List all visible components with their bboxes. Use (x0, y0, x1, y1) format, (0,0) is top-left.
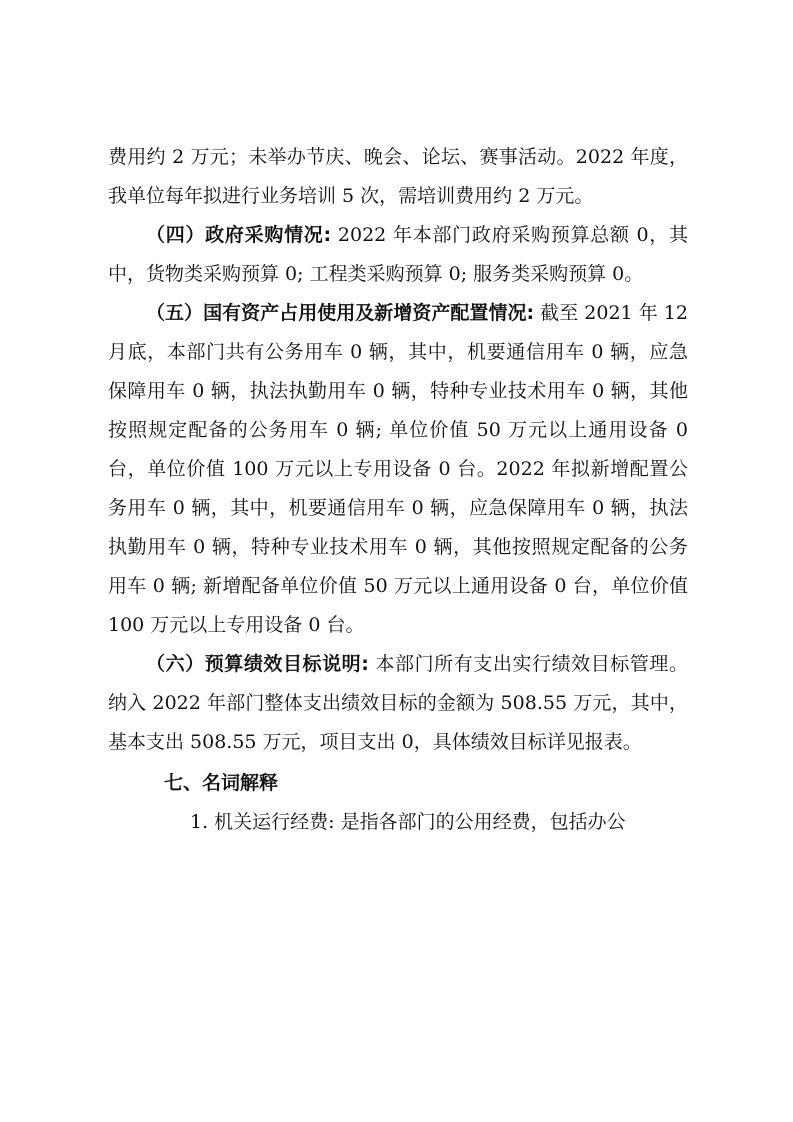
assets-label: （五）国有资产占用使用及新增资产配置情况: (146, 302, 535, 324)
document-body (108, 138, 688, 842)
performance-text: 本部门所有支出实行绩效目标管理。纳入 2022 年部门整体支出绩效目标的金额为 508.55 万元，其中，基本支出 508.55 万元，项目支出 0，具体绩效目标详见报表。 (108, 653, 688, 753)
section-heading-glossary: 七、名词解释 (164, 772, 279, 794)
glossary-item-1: 1. 机关运行经费: 是指各部门的公用经费，包括办公 (190, 811, 626, 833)
paragraph-performance-goals (108, 645, 688, 762)
paragraph-government-procurement (108, 216, 688, 294)
procurement-text: 2022 年本部门政府采购预算总额 0，其中，货物类采购预算 0; 工程类采购预算 0; 服务类采购预算 0。 (108, 224, 688, 285)
paragraph-state-assets (108, 294, 688, 645)
assets-text: 截至 2021 年 12 月底，本部门共有公务用车 0 辆，其中，机要通信用车 0 辆，应急保障用车 0 辆，执法执勤用车 0 辆，特种专业技术用车 0 辆，其他按照规定配备的公务用车 0 辆; 单位价值 50 万元以上通用设备 0 台，单位价值 100 万元以上专用设备 0 台。2022 年拟新增配置公务用车 0 辆，其中，机要通信用车 0 辆，应急保障用车 0 辆，执法执勤用车 0 辆，特种专业技术用车 0 辆，其他按照规定配备的公务用车 0 辆; 新增配备单位价值 50 万元以上通用设备 0 台，单位价值 100 万元以上专用设备 0 台。 (108, 302, 688, 636)
performance-label: （六）预算绩效目标说明: (146, 653, 369, 675)
procurement-label: （四）政府采购情况: (146, 224, 332, 246)
paragraph-training-continued: 费用约 2 万元；未举办节庆、晚会、论坛、赛事活动。2022 年度，我单位每年拟进行业务培训 5 次，需培训费用约 2 万元。 (108, 146, 688, 207)
